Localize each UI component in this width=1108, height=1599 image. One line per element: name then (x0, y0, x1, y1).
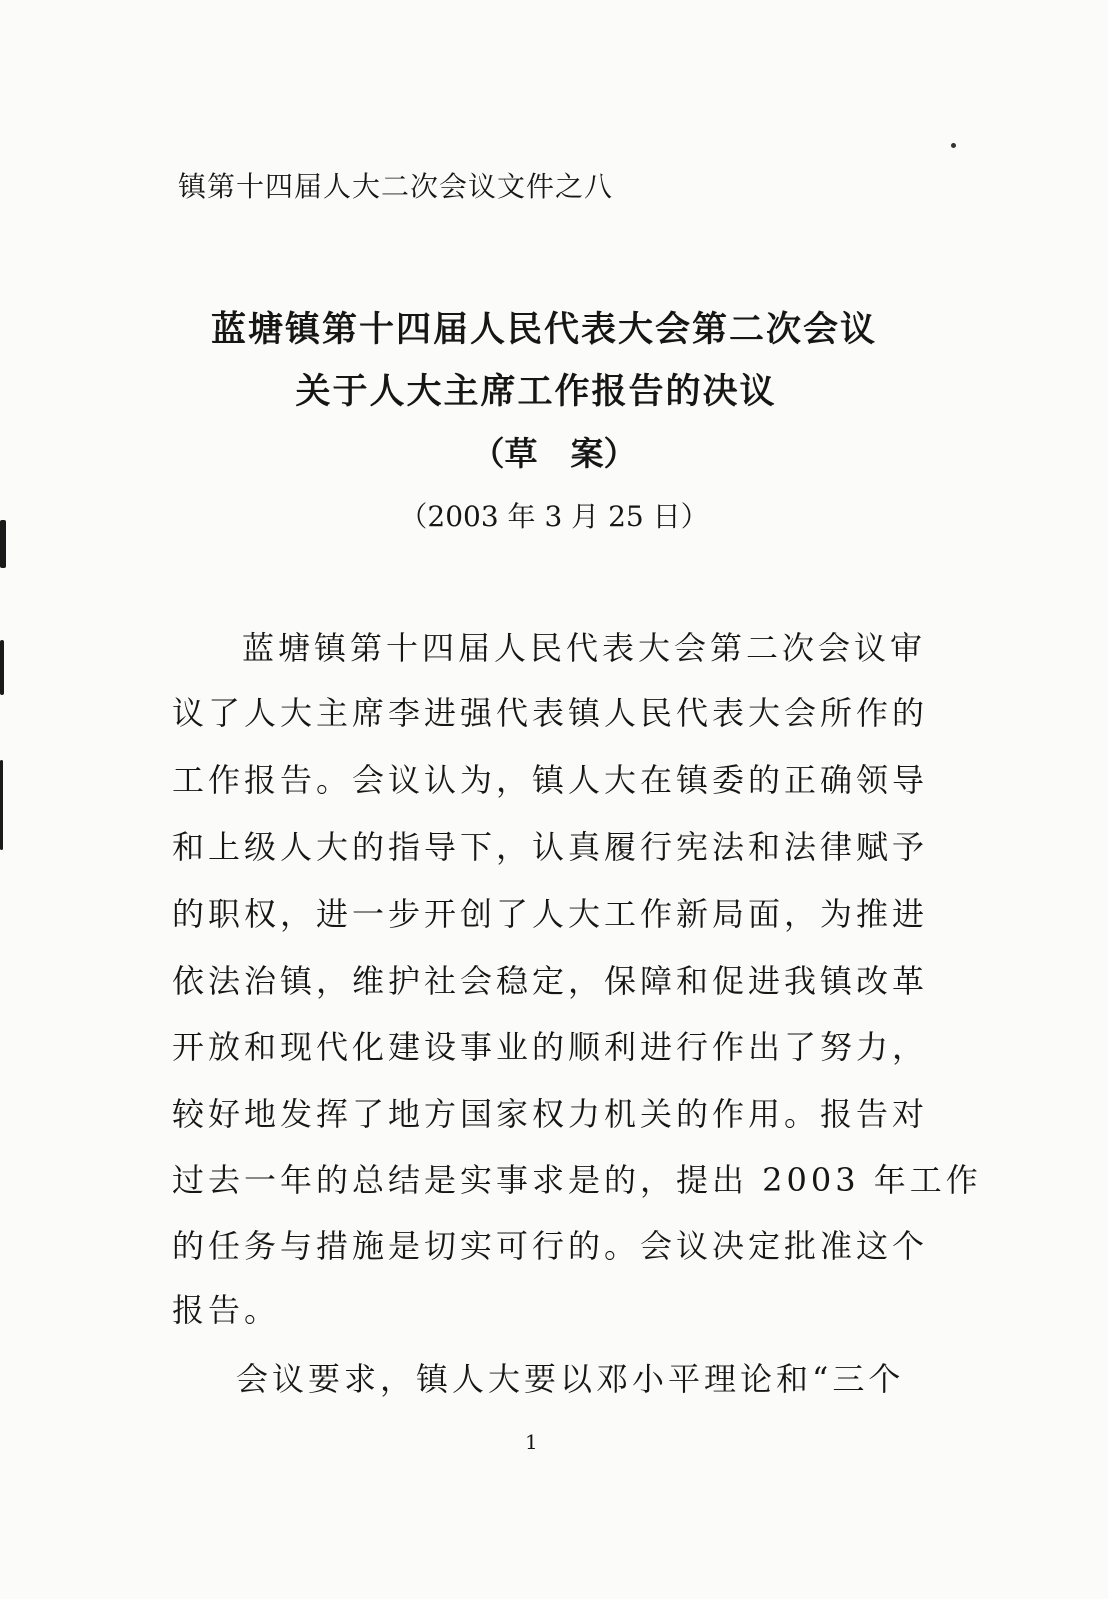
body-line: 过去一年的总结是实事求是的，提出 2003 年工作 (172, 1161, 982, 1199)
body-line: 工作报告。会议认为，镇人大在镇委的正确领导 (172, 761, 929, 799)
body-line: 会议要求，镇人大要以邓小平理论和“三个 (236, 1360, 905, 1398)
body-line: 和上级人大的指导下，认真履行宪法和法律赋予 (172, 828, 929, 866)
body-line: 依法治镇，维护社会稳定，保障和促进我镇改革 (172, 962, 929, 1000)
scan-edge-mark (0, 760, 3, 850)
body-line: 的职权，进一步开创了人大工作新局面，为推进 (172, 895, 929, 933)
body-line: 的任务与措施是切实可行的。会议决定批准这个 (172, 1227, 929, 1265)
scan-edge-mark (0, 640, 4, 695)
body-line: 议了人大主席李进强代表镇人民代表大会所作的 (172, 694, 929, 732)
body-line: 开放和现代化建设事业的顺利进行作出了努力， (172, 1028, 929, 1066)
document-title-line-2: 关于人大主席工作报告的决议 (295, 372, 777, 412)
document-title-line-1: 蓝塘镇第十四届人民代表大会第二次会议 (210, 310, 877, 350)
document-date: （2003 年 3 月 25 日） (399, 500, 709, 533)
page-number: 1 (525, 1430, 538, 1454)
document-series-label: 镇第十四届人大二次会议文件之八 (178, 170, 614, 203)
scan-speck (951, 143, 956, 148)
body-line: 蓝塘镇第十四届人民代表大会第二次会议审 (242, 629, 927, 667)
body-line: 较好地发挥了地方国家权力机关的作用。报告对 (172, 1095, 929, 1133)
body-line: 报告。 (172, 1291, 281, 1329)
draft-label: （草 案） (471, 434, 637, 473)
